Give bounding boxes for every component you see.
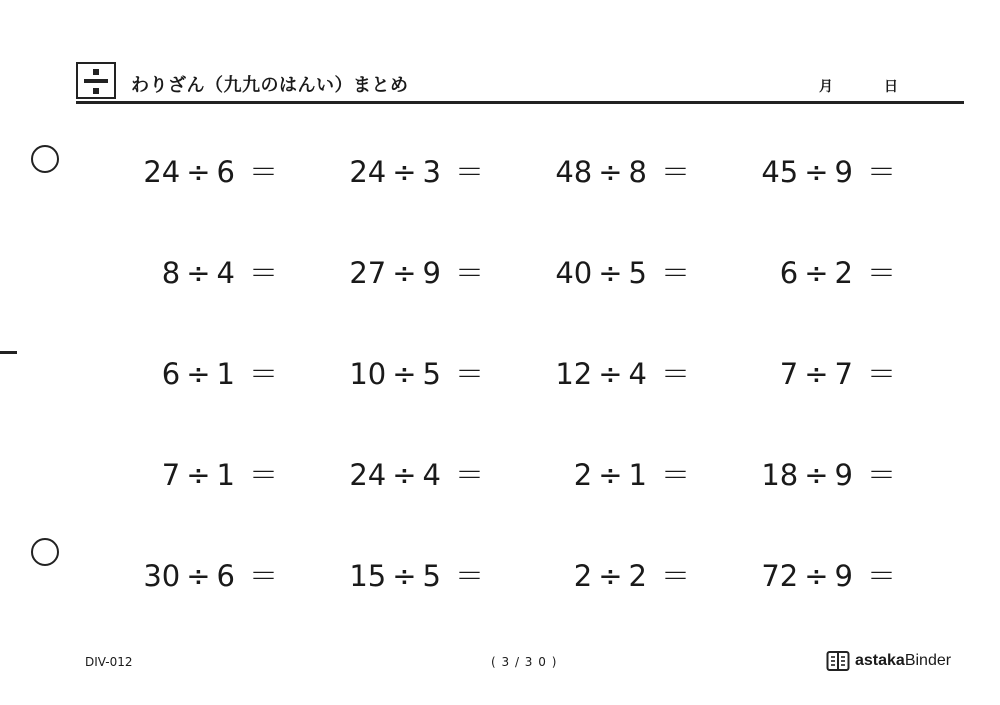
division-problem bbox=[656, 554, 896, 595]
division-sign: ÷ bbox=[804, 155, 829, 189]
division-sign: ÷ bbox=[598, 155, 623, 189]
divisor: 2 bbox=[628, 559, 647, 593]
equals-sign: ＝ bbox=[248, 458, 278, 492]
division-problem bbox=[38, 150, 278, 191]
divisor: 6 bbox=[216, 155, 235, 189]
division-sign: ÷ bbox=[598, 256, 623, 290]
division-sign: ÷ bbox=[804, 357, 829, 391]
division-problem bbox=[656, 150, 896, 191]
division-problem bbox=[244, 453, 484, 494]
divisor: 9 bbox=[834, 155, 853, 189]
dividend: 2 bbox=[573, 458, 593, 492]
division-sign: ÷ bbox=[804, 458, 829, 492]
equals-sign: ＝ bbox=[454, 155, 484, 189]
divisor: 1 bbox=[216, 458, 235, 492]
equals-sign: ＝ bbox=[660, 559, 690, 593]
division-sign: ÷ bbox=[392, 559, 417, 593]
center-fold-mark bbox=[0, 351, 17, 354]
equals-sign: ＝ bbox=[248, 155, 278, 189]
division-sign: ÷ bbox=[804, 256, 829, 290]
dividend: 2 bbox=[573, 559, 593, 593]
division-problem bbox=[244, 352, 484, 393]
equals-sign: ＝ bbox=[248, 256, 278, 290]
equals-sign: ＝ bbox=[866, 256, 896, 290]
division-problem bbox=[244, 150, 484, 191]
division-icon bbox=[76, 62, 116, 99]
dividend: 45 bbox=[761, 155, 799, 189]
dividend: 10 bbox=[349, 357, 387, 391]
equals-sign: ＝ bbox=[866, 458, 896, 492]
divisor: 9 bbox=[834, 458, 853, 492]
division-problem bbox=[38, 453, 278, 494]
divisor: 3 bbox=[422, 155, 441, 189]
dividend: 72 bbox=[761, 559, 799, 593]
month-label: 月 bbox=[819, 79, 833, 95]
division-problem bbox=[450, 554, 690, 595]
worksheet-code: DIV-012 bbox=[85, 655, 133, 669]
divisor: 9 bbox=[422, 256, 441, 290]
division-sign: ÷ bbox=[598, 559, 623, 593]
dividend: 48 bbox=[555, 155, 593, 189]
divisor: 1 bbox=[628, 458, 647, 492]
divisor: 6 bbox=[216, 559, 235, 593]
dividend: 6 bbox=[161, 357, 181, 391]
dividend: 24 bbox=[349, 155, 387, 189]
day-label: 日 bbox=[884, 79, 898, 95]
equals-sign: ＝ bbox=[660, 458, 690, 492]
division-problem bbox=[656, 453, 896, 494]
division-sign: ÷ bbox=[186, 155, 211, 189]
dividend: 27 bbox=[349, 256, 387, 290]
division-sign: ÷ bbox=[186, 559, 211, 593]
divisor: 1 bbox=[216, 357, 235, 391]
dividend: 24 bbox=[349, 458, 387, 492]
divisor: 9 bbox=[834, 559, 853, 593]
division-sign: ÷ bbox=[804, 559, 829, 593]
divisor: 5 bbox=[422, 357, 441, 391]
dividend: 24 bbox=[143, 155, 181, 189]
brand-suffix: Binder bbox=[904, 652, 952, 669]
dividend: 7 bbox=[779, 357, 799, 391]
equals-sign: ＝ bbox=[866, 559, 896, 593]
division-sign: ÷ bbox=[186, 357, 211, 391]
dividend: 40 bbox=[555, 256, 593, 290]
division-sign: ÷ bbox=[598, 357, 623, 391]
dividend: 12 bbox=[555, 357, 593, 391]
division-sign: ÷ bbox=[392, 458, 417, 492]
worksheet-title: わりざん（九九のはんい）まとめ bbox=[131, 75, 409, 96]
equals-sign: ＝ bbox=[866, 357, 896, 391]
brand-name: astaka bbox=[855, 652, 905, 669]
divisor: 8 bbox=[628, 155, 647, 189]
equals-sign: ＝ bbox=[660, 256, 690, 290]
brand-logo bbox=[826, 648, 951, 674]
division-problem bbox=[450, 352, 690, 393]
equals-sign: ＝ bbox=[660, 155, 690, 189]
division-problem bbox=[450, 453, 690, 494]
dividend: 8 bbox=[161, 256, 181, 290]
divisor: 5 bbox=[628, 256, 647, 290]
equals-sign: ＝ bbox=[454, 458, 484, 492]
division-sign: ÷ bbox=[598, 458, 623, 492]
division-problem bbox=[450, 251, 690, 292]
dividend: 30 bbox=[143, 559, 181, 593]
division-problem bbox=[38, 352, 278, 393]
division-problem bbox=[450, 150, 690, 191]
divisor: 4 bbox=[422, 458, 441, 492]
dividend: 6 bbox=[779, 256, 799, 290]
equals-sign: ＝ bbox=[248, 357, 278, 391]
dividend: 18 bbox=[761, 458, 799, 492]
equals-sign: ＝ bbox=[454, 357, 484, 391]
division-sign: ÷ bbox=[392, 256, 417, 290]
binder-icon bbox=[826, 650, 850, 672]
division-problem bbox=[656, 352, 896, 393]
equals-sign: ＝ bbox=[454, 256, 484, 290]
division-sign: ÷ bbox=[186, 256, 211, 290]
division-problem bbox=[244, 554, 484, 595]
worksheet-header bbox=[76, 62, 964, 104]
division-sign: ÷ bbox=[186, 458, 211, 492]
division-problem bbox=[656, 251, 896, 292]
division-problem bbox=[38, 554, 278, 595]
page-number: ( 3 / 3 0 ) bbox=[491, 655, 558, 669]
dividend: 15 bbox=[349, 559, 387, 593]
equals-sign: ＝ bbox=[660, 357, 690, 391]
division-problem bbox=[38, 251, 278, 292]
divisor: 4 bbox=[628, 357, 647, 391]
equals-sign: ＝ bbox=[454, 559, 484, 593]
equals-sign: ＝ bbox=[248, 559, 278, 593]
equals-sign: ＝ bbox=[866, 155, 896, 189]
division-problem bbox=[244, 251, 484, 292]
divisor: 5 bbox=[422, 559, 441, 593]
header-underline bbox=[76, 101, 964, 104]
divisor: 2 bbox=[834, 256, 853, 290]
divisor: 4 bbox=[216, 256, 235, 290]
divisor: 7 bbox=[834, 357, 853, 391]
division-sign: ÷ bbox=[392, 357, 417, 391]
dividend: 7 bbox=[161, 458, 181, 492]
division-sign: ÷ bbox=[392, 155, 417, 189]
